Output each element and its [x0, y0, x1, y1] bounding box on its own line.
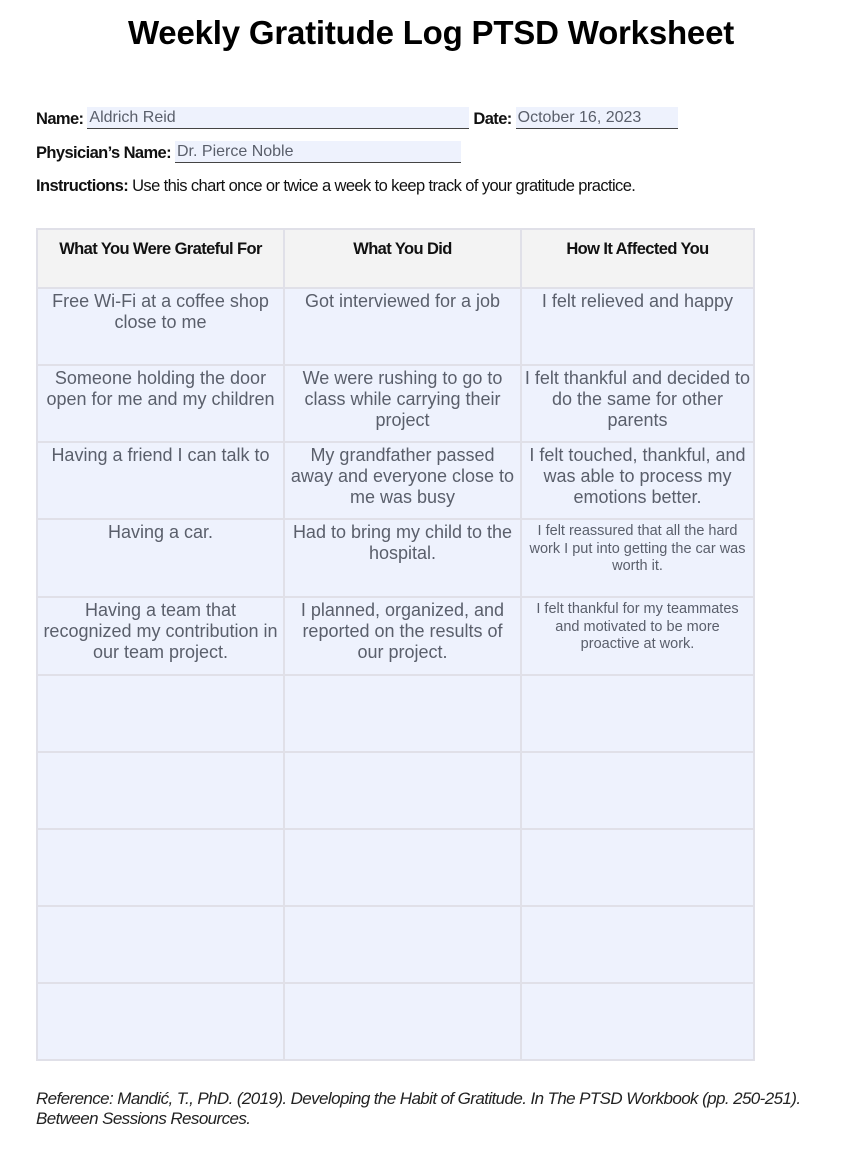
- how-affected-cell[interactable]: [521, 829, 754, 906]
- header-how-affected: How It Affected You: [521, 229, 754, 288]
- what-you-did-cell[interactable]: I planned, organized, and reported on the results of our project.: [284, 597, 521, 675]
- how-affected-cell[interactable]: [521, 752, 754, 829]
- grateful-for-cell[interactable]: Someone holding the door open for me and my children: [37, 365, 284, 442]
- how-affected-cell[interactable]: I felt reassured that all the hard work I put into getting the car was worth it.: [521, 519, 754, 597]
- grateful-for-cell[interactable]: Having a car.: [37, 519, 284, 597]
- grateful-for-cell[interactable]: Having a friend I can talk to: [37, 442, 284, 519]
- header-what-you-did: What You Did: [284, 229, 521, 288]
- reference-citation: Reference: Mandić, T., PhD. (2019). Developing the Habit of Gratitude. In The PTSD Workbook (pp. 250-251). Between Sessions Resources.: [36, 1089, 801, 1128]
- instructions-text: Use this chart once or twice a week to keep track of your gratitude practice.: [128, 177, 636, 195]
- grateful-for-cell[interactable]: Having a team that recognized my contribution in our team project.: [37, 597, 284, 675]
- date-field[interactable]: October 16, 2023: [516, 107, 678, 129]
- what-you-did-cell[interactable]: [284, 829, 521, 906]
- what-you-did-cell[interactable]: Got interviewed for a job: [284, 288, 521, 365]
- how-affected-cell[interactable]: I felt thankful and decided to do the same for other parents: [521, 365, 754, 442]
- name-label: Name:: [36, 110, 84, 128]
- page-title: Weekly Gratitude Log PTSD Worksheet: [127, 14, 735, 51]
- table-row: [37, 519, 754, 597]
- header-grateful-for: What You Were Grateful For: [37, 229, 284, 288]
- how-affected-cell[interactable]: I felt touched, thankful, and was able to process my emotions better.: [521, 442, 754, 519]
- what-you-did-cell[interactable]: [284, 983, 521, 1060]
- table-row: [37, 597, 754, 675]
- grateful-for-cell[interactable]: [37, 752, 284, 829]
- physician-field[interactable]: Dr. Pierce Noble: [175, 141, 461, 163]
- gratitude-table: [36, 228, 755, 1061]
- what-you-did-cell[interactable]: [284, 906, 521, 983]
- physician-row: [36, 141, 461, 163]
- table-row-empty: [37, 675, 754, 752]
- table-row-empty: [37, 829, 754, 906]
- table-row-empty: [37, 983, 754, 1060]
- grateful-for-cell[interactable]: [37, 675, 284, 752]
- table-row: [37, 365, 754, 442]
- grateful-for-cell[interactable]: [37, 983, 284, 1060]
- table-row-empty: [37, 906, 754, 983]
- name-date-row: [36, 107, 678, 129]
- how-affected-cell[interactable]: I felt thankful for my teammates and motivated to be more proactive at work.: [521, 597, 754, 675]
- instructions-label: Instructions:: [36, 177, 129, 195]
- how-affected-cell[interactable]: I felt relieved and happy: [521, 288, 754, 365]
- what-you-did-cell[interactable]: My grandfather passed away and everyone close to me was busy: [284, 442, 521, 519]
- what-you-did-cell[interactable]: [284, 675, 521, 752]
- date-label: Date:: [473, 110, 512, 128]
- what-you-did-cell[interactable]: Had to bring my child to the hospital.: [284, 519, 521, 597]
- how-affected-cell[interactable]: [521, 675, 754, 752]
- instructions-row: [36, 177, 635, 196]
- how-affected-cell[interactable]: [521, 906, 754, 983]
- grateful-for-cell[interactable]: Free Wi-Fi at a coffee shop close to me: [37, 288, 284, 365]
- physician-label: Physician’s Name:: [36, 144, 172, 162]
- name-field[interactable]: Aldrich Reid: [87, 107, 469, 129]
- what-you-did-cell[interactable]: [284, 752, 521, 829]
- how-affected-cell[interactable]: [521, 983, 754, 1060]
- what-you-did-cell[interactable]: We were rushing to go to class while carrying their project: [284, 365, 521, 442]
- table-row-empty: [37, 752, 754, 829]
- table-row: [37, 288, 754, 365]
- grateful-for-cell[interactable]: [37, 906, 284, 983]
- table-row: [37, 442, 754, 519]
- grateful-for-cell[interactable]: [37, 829, 284, 906]
- table-header-row: [37, 229, 754, 288]
